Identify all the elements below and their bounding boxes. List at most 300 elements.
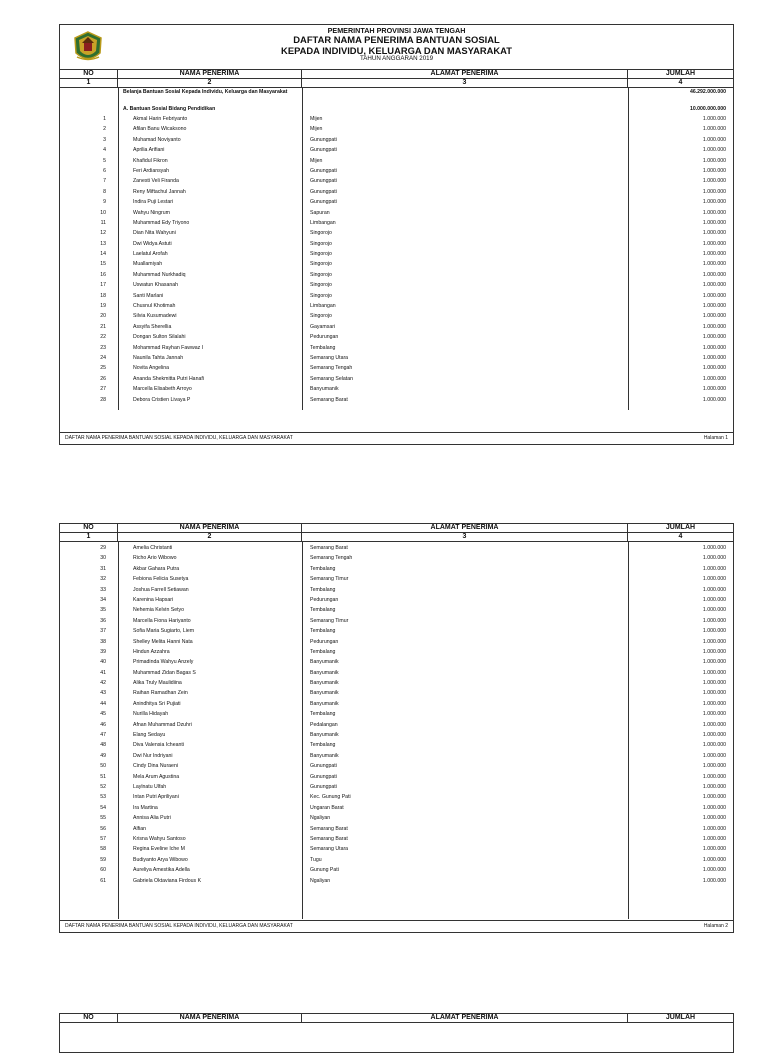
row-number: 27: [100, 386, 106, 393]
recipient-name: Laylnatu Ulfah: [133, 783, 167, 790]
recipient-address: Banyumanik: [310, 700, 339, 707]
table-row: [60, 730, 733, 740]
table-row: [60, 280, 733, 290]
row-number: 5: [103, 157, 106, 164]
table-row: [60, 616, 733, 626]
table-row: [60, 135, 733, 145]
row-number: 21: [100, 323, 106, 330]
amount: 1.000.000: [702, 711, 726, 718]
recipient-address: Semarang Barat: [310, 835, 348, 842]
footer-text: DAFTAR NAMA PENERIMA BANTUAN SOSIAL KEPADA INDIVIDU, KELUARGA DAN MASYARAKAT: [65, 435, 293, 441]
col-number: 3: [302, 533, 628, 541]
recipient-address: Tembalang: [310, 648, 336, 655]
recipient-name: Richo Ario Wibowo: [133, 555, 177, 562]
table-row: [60, 543, 733, 553]
recipient-name: Mela Arum Agustina: [133, 773, 180, 780]
table-row: [60, 270, 733, 280]
table-row: [60, 709, 733, 719]
amount: 1.000.000: [702, 659, 726, 666]
recipient-list: [60, 114, 733, 405]
row-number: 14: [100, 251, 106, 258]
row-number: 11: [100, 219, 106, 226]
table-row: [60, 553, 733, 563]
table-row: [60, 657, 733, 667]
col-address-header: ALAMAT PENERIMA: [302, 70, 628, 78]
row-number: 42: [100, 680, 106, 687]
table-row: [60, 678, 733, 688]
recipient-address: Tembalang: [310, 742, 336, 749]
table-row: [60, 855, 733, 865]
table-row: [60, 145, 733, 155]
recipient-name: Budiyanto Arya Wibowo: [133, 856, 188, 863]
recipient-name: Primadinda Wahyu Anzely: [133, 659, 194, 666]
recipient-address: Ungaran Barat: [310, 804, 344, 811]
budget-total: 46.292.000.000: [689, 89, 726, 95]
recipient-address: Singorojo: [310, 261, 332, 268]
table-row: [60, 605, 733, 615]
column-numbers: [60, 533, 733, 542]
amount: 1.000.000: [702, 396, 726, 403]
recipient-name: Zanesti Veli Firanda: [133, 178, 179, 185]
recipient-address: Ngaliyan: [310, 815, 331, 822]
row-number: 40: [100, 659, 106, 666]
recipient-name: Debora Cristien Livaya P: [133, 396, 191, 403]
amount: 1.000.000: [702, 596, 726, 603]
table-row: [60, 824, 733, 834]
row-number: 49: [100, 752, 106, 759]
row-number: 44: [100, 700, 106, 707]
amount: 1.000.000: [702, 721, 726, 728]
row-number: 46: [100, 721, 106, 728]
amount: 1.000.000: [702, 126, 726, 133]
recipient-address: Singorojo: [310, 292, 332, 299]
table-row: [60, 626, 733, 636]
recipient-address: Mijen: [310, 157, 323, 164]
row-number: 3: [103, 136, 106, 143]
amount: 1.000.000: [702, 240, 726, 247]
recipient-name: Hindun Azzahra: [133, 648, 170, 655]
col-address-header: ALAMAT PENERIMA: [302, 524, 628, 532]
row-number: 2: [103, 126, 106, 133]
amount: 1.000.000: [702, 835, 726, 842]
row-number: 15: [100, 261, 106, 268]
table-row: [60, 311, 733, 321]
col-amount-header: JUMLAH: [665, 70, 696, 77]
recipient-name: Anindhitya Sri Pujiati: [133, 700, 181, 707]
table-row: [60, 803, 733, 813]
table-row: [60, 197, 733, 207]
recipient-address: Mijen: [310, 126, 323, 133]
recipient-address: Singorojo: [310, 282, 332, 289]
row-number: 30: [100, 555, 106, 562]
recipient-name: Muhammad Nurkhadiq: [133, 271, 186, 278]
amount: 1.000.000: [702, 219, 726, 226]
header-subtitle: KEPADA INDIVIDU, KELUARGA DAN MASYARAKAT: [281, 44, 512, 56]
recipient-name: Aprilia Arifiani: [133, 147, 165, 154]
amount: 1.000.000: [702, 669, 726, 676]
table-row: [60, 647, 733, 657]
row-number: 38: [100, 638, 106, 645]
recipient-name: Aureliya Amestika Adella: [133, 867, 190, 874]
recipient-name: Annisa Alia Putri: [133, 815, 171, 822]
table-row: [60, 249, 733, 259]
recipient-name: Dongan Sulton Silalahi: [133, 334, 186, 341]
row-number: 23: [100, 344, 106, 351]
amount: 1.000.000: [702, 261, 726, 268]
amount: 1.000.000: [702, 365, 726, 372]
recipient-address: Semarang Utara: [310, 846, 349, 853]
col-no-header: NO: [60, 1014, 118, 1022]
table-row: [60, 876, 733, 886]
table-row: [60, 332, 733, 342]
row-number: 6: [103, 167, 106, 174]
recipient-name: Santi Marlani: [133, 292, 164, 299]
amount: 1.000.000: [702, 638, 726, 645]
table-row: [60, 564, 733, 574]
recipient-address: Kec. Gunung Pati: [310, 794, 351, 801]
row-number: 59: [100, 856, 106, 863]
amount: 1.000.000: [702, 323, 726, 330]
table-row: [60, 813, 733, 823]
recipient-name: Muhammad Edy Triyono: [133, 219, 190, 226]
recipient-address: Semarang Timur: [310, 576, 349, 583]
amount: 1.000.000: [702, 773, 726, 780]
amount: 1.000.000: [702, 856, 726, 863]
row-number: 36: [100, 617, 106, 624]
table-body: [60, 542, 733, 919]
col-name-header: NAMA PENERIMA: [118, 70, 302, 78]
table-row: [60, 844, 733, 854]
recipient-name: Assyifa Sherellia: [133, 323, 172, 330]
col-no-header: NO: [60, 70, 118, 78]
header-fiscal-year: TAHUN ANGGARAN 2019: [359, 55, 434, 63]
table-row: [60, 156, 733, 166]
amount: 1.000.000: [702, 617, 726, 624]
row-number: 39: [100, 648, 106, 655]
col-no-header: NO: [60, 524, 118, 532]
table-row: [60, 751, 733, 761]
table-row: [60, 395, 733, 405]
amount: 1.000.000: [702, 178, 726, 185]
col-name-header: NAMA PENERIMA: [118, 1014, 302, 1022]
row-number: 26: [100, 375, 106, 382]
amount: 1.000.000: [702, 167, 726, 174]
recipient-name: Joshua Farrell Setiawan: [133, 586, 189, 593]
table-row: [60, 187, 733, 197]
amount: 1.000.000: [702, 209, 726, 216]
recipient-name: Ananda Shekmitta Putri Hanafi: [133, 375, 204, 382]
column-headers: [60, 524, 733, 533]
table-row: [60, 228, 733, 238]
row-number: 48: [100, 742, 106, 749]
table-row: [60, 374, 733, 384]
recipient-name: Marcella Fiona Hariyanto: [133, 617, 191, 624]
recipient-name: Akmal Harin Febriyanto: [133, 116, 188, 122]
row-number: 43: [100, 690, 106, 697]
recipient-name: Dwi Nur Indriyani: [133, 752, 173, 759]
recipient-name: Feri Ardiansyah: [133, 167, 170, 174]
row-number: 58: [100, 846, 106, 853]
recipient-address: Singorojo: [310, 271, 332, 278]
row-number: 55: [100, 815, 106, 822]
recipient-address: Limbangan: [310, 219, 336, 226]
table-row: [60, 343, 733, 353]
row-number: 8: [103, 188, 106, 195]
recipient-name: Ira Martina: [133, 804, 158, 811]
recipient-name: Raihan Ramadhan Zein: [133, 690, 188, 697]
recipient-address: Tembalang: [310, 586, 336, 593]
table-row: [60, 176, 733, 186]
row-number: 16: [100, 271, 106, 278]
recipient-address: Singorojo: [310, 230, 332, 237]
amount: 1.000.000: [702, 648, 726, 655]
recipient-name: Chusnul Khotimah: [133, 303, 176, 310]
row-number: 41: [100, 669, 106, 676]
recipient-address: Semarang Timur: [310, 617, 349, 624]
recipient-name: Elang Sedayu: [133, 732, 166, 739]
budget-category-label: Belanja Bantuan Sosial Kepada Individu, Keluarga dan Masyarakat: [123, 89, 288, 95]
col-name-header: NAMA PENERIMA: [118, 524, 302, 532]
amount: 1.000.000: [702, 386, 726, 393]
amount: 1.000.000: [702, 804, 726, 811]
amount: 1.000.000: [702, 136, 726, 143]
recipient-address: Tugu: [310, 856, 322, 863]
recipient-address: Semarang Tengah: [310, 365, 353, 372]
row-number: 20: [100, 313, 106, 320]
amount: 1.000.000: [702, 690, 726, 697]
row-number: 9: [103, 199, 106, 206]
header-line-1: PEMERINTAH PROVINSI JAWA TENGAH: [327, 26, 466, 35]
amount: 1.000.000: [702, 732, 726, 739]
recipient-name: Alika Truly Maulidiina: [133, 680, 182, 687]
recipient-list: [60, 542, 733, 886]
recipient-address: Banyumanik: [310, 752, 339, 759]
recipient-name: Afnan Muhammad Dzuhri: [133, 721, 192, 728]
amount: 1.000.000: [702, 188, 726, 195]
recipient-name: Febiona Felicia Susetya: [133, 576, 189, 583]
table-row: [60, 301, 733, 311]
table-row: [60, 322, 733, 332]
table-row: [60, 792, 733, 802]
document-page-3: [59, 1013, 734, 1053]
row-number: 24: [100, 354, 106, 361]
recipient-address: Gunungpati: [310, 763, 337, 770]
recipient-address: Tembalang: [310, 344, 336, 351]
amount: 1.000.000: [702, 334, 726, 341]
table-row: [60, 782, 733, 792]
amount: 1.000.000: [702, 565, 726, 572]
recipient-name: Naunila Tahta Jannah: [133, 354, 184, 361]
col-address-header: ALAMAT PENERIMA: [302, 1014, 628, 1022]
recipient-address: Gayamsari: [310, 323, 336, 330]
row-number: 13: [100, 240, 106, 247]
amount: 1.000.000: [702, 794, 726, 801]
recipient-name: Reny Miftachul Jannah: [133, 188, 186, 195]
recipient-name: Intan Putri Apriliyani: [133, 794, 179, 801]
recipient-address: Pedurungan: [310, 638, 339, 645]
recipient-address: Gunungpati: [310, 199, 337, 206]
table-row: [60, 353, 733, 363]
recipient-address: Semarang Barat: [310, 825, 348, 832]
recipient-name: Nehemia Kelvin Setyo: [133, 607, 185, 614]
table-row: [60, 114, 733, 124]
col-number: 2: [118, 533, 302, 541]
amount: 1.000.000: [702, 545, 726, 551]
table-row: [60, 239, 733, 249]
amount: 1.000.000: [702, 877, 726, 884]
recipient-address: Pedalangan: [310, 721, 338, 728]
recipient-address: Banyumanik: [310, 680, 339, 687]
amount: 1.000.000: [702, 282, 726, 289]
amount: 1.000.000: [702, 680, 726, 687]
table-row: [60, 865, 733, 875]
amount: 1.000.000: [702, 271, 726, 278]
recipient-name: Mohammad Rayhan Fawwaz I: [133, 344, 204, 351]
table-row: [60, 208, 733, 218]
recipient-address: Tembalang: [310, 628, 336, 635]
recipient-name: Khafidul Fikron: [133, 157, 168, 164]
recipient-name: Indira Puji Lestari: [133, 199, 174, 206]
recipient-address: Gunungpati: [310, 188, 337, 195]
recipient-address: Gunungpati: [310, 783, 337, 790]
row-number: 45: [100, 711, 106, 718]
column-headers: [60, 1014, 733, 1023]
row-number: 22: [100, 334, 106, 341]
row-number: 7: [103, 178, 106, 185]
recipient-name: Alfian: [133, 825, 146, 832]
col-number: 3: [302, 79, 628, 87]
row-number: 18: [100, 292, 106, 299]
amount: 1.000.000: [702, 313, 726, 320]
recipient-name: Silvia Kusumadewi: [133, 313, 177, 320]
document-page-2: [59, 523, 734, 933]
recipient-address: Gunungpati: [310, 136, 337, 143]
recipient-name: Cindy Dina Nuraeni: [133, 763, 178, 770]
table-row: [60, 259, 733, 269]
recipient-name: Gabriela Oktaviana Firdous K: [133, 877, 202, 884]
recipient-address: Gunung Pati: [310, 867, 339, 874]
recipient-address: Tembalang: [310, 565, 336, 572]
row-number: 57: [100, 835, 106, 842]
jawa-tengah-emblem-icon: [73, 31, 103, 64]
col-amount-header: JUMLAH: [665, 1014, 696, 1021]
recipient-name: Afilan Banu Wicaksono: [133, 126, 187, 133]
recipient-name: Novita Angelina: [133, 365, 170, 372]
amount: 1.000.000: [702, 752, 726, 759]
row-number: 4: [103, 147, 106, 154]
table-row: [60, 166, 733, 176]
table-row: [60, 595, 733, 605]
row-number: 52: [100, 783, 106, 790]
row-number: 61: [100, 877, 106, 884]
recipient-address: Banyumanik: [310, 659, 339, 666]
page-footer: [60, 432, 733, 444]
column-headers: [60, 70, 733, 79]
recipient-address: Sapuran: [310, 209, 330, 216]
table-row: [60, 124, 733, 134]
recipient-address: Tembalang: [310, 607, 336, 614]
footer-text: DAFTAR NAMA PENERIMA BANTUAN SOSIAL KEPADA INDIVIDU, KELUARGA DAN MASYARAKAT: [65, 923, 293, 929]
recipient-name: Regina Eveline Iche M: [133, 846, 185, 853]
row-number: 25: [100, 365, 106, 372]
row-number: 50: [100, 763, 106, 770]
table-row: [60, 834, 733, 844]
recipient-address: Mijen: [310, 116, 323, 122]
row-number: 10: [100, 209, 106, 216]
recipient-address: Pedurungan: [310, 334, 339, 341]
section-row: [60, 105, 733, 114]
row-number: 17: [100, 282, 106, 289]
column-numbers: [60, 79, 733, 88]
table-row: [60, 740, 733, 750]
row-number: 28: [100, 396, 106, 403]
row-number: 51: [100, 773, 106, 780]
document-page-1: [59, 24, 734, 445]
row-number: 32: [100, 576, 106, 583]
amount: 1.000.000: [702, 742, 726, 749]
amount: 1.000.000: [702, 867, 726, 874]
col-number: 4: [678, 79, 683, 86]
amount: 1.000.000: [702, 251, 726, 258]
recipient-name: Uswatun Khasanah: [133, 282, 178, 289]
recipient-address: Singorojo: [310, 240, 332, 247]
recipient-address: Banyumanik: [310, 386, 339, 393]
row-number: 12: [100, 230, 106, 237]
recipient-name: Wahyu Ningrum: [133, 209, 170, 216]
recipient-address: Banyumanik: [310, 669, 339, 676]
recipient-name: Shelley Melita Hanni Nata: [133, 638, 193, 645]
recipient-address: Gunungpati: [310, 147, 337, 154]
recipient-address: Banyumanik: [310, 732, 339, 739]
row-number: 29: [100, 545, 106, 551]
amount: 1.000.000: [702, 292, 726, 299]
amount: 1.000.000: [702, 815, 726, 822]
table-row: [60, 761, 733, 771]
recipient-name: Akbar Gahara Putra: [133, 565, 180, 572]
amount: 1.000.000: [702, 344, 726, 351]
amount: 1.000.000: [702, 586, 726, 593]
recipient-address: Gunungpati: [310, 178, 337, 185]
table-row: [60, 699, 733, 709]
col-number: 2: [118, 79, 302, 87]
amount: 1.000.000: [702, 116, 726, 122]
recipient-address: Singorojo: [310, 313, 332, 320]
table-row: [60, 585, 733, 595]
recipient-name: Amelia Christanti: [133, 545, 173, 551]
amount: 1.000.000: [702, 846, 726, 853]
recipient-address: Semarang Barat: [310, 396, 348, 403]
recipient-address: Semarang Barat: [310, 545, 348, 551]
table-row: [60, 291, 733, 301]
row-number: 60: [100, 867, 106, 874]
table-body: [60, 88, 733, 410]
amount: 1.000.000: [702, 555, 726, 562]
recipient-name: Dian Nita Wahyuni: [133, 230, 176, 237]
amount: 1.000.000: [702, 783, 726, 790]
col-amount-header: JUMLAH: [665, 524, 696, 531]
col-number: 1: [60, 79, 118, 87]
recipient-name: Krisna Wahyu Santoso: [133, 835, 186, 842]
table-row: [60, 668, 733, 678]
recipient-name: Laelatul Arofah: [133, 251, 168, 258]
row-number: 47: [100, 732, 106, 739]
recipient-address: Limbangan: [310, 303, 336, 310]
col-number: 1: [60, 533, 118, 541]
recipient-name: Marcella Elisabeth Arroyo: [133, 386, 192, 393]
amount: 1.000.000: [702, 157, 726, 164]
recipient-address: Banyumanik: [310, 690, 339, 697]
amount: 1.000.000: [702, 576, 726, 583]
